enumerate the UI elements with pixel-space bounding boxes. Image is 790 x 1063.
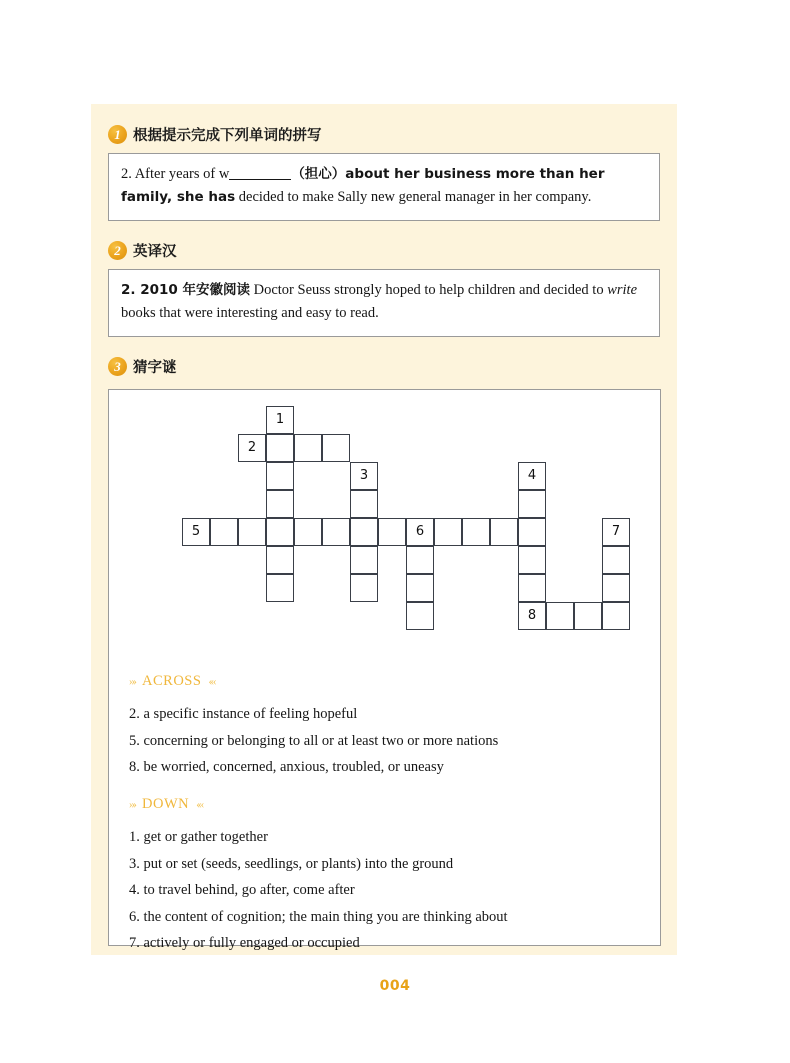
across-section — [129, 673, 498, 781]
down-clue-list — [129, 824, 508, 957]
section-3-title: 猜字谜 — [133, 359, 177, 376]
crossword-cell[interactable] — [266, 462, 294, 490]
q1-hint: （担心）about her business more than her family, she has — [121, 166, 605, 206]
crossword-cell[interactable] — [294, 434, 322, 462]
down-section — [129, 796, 508, 957]
across-clue-item: 5. concerning or belonging to all or at least two or more nations — [129, 732, 499, 749]
crossword-cell[interactable] — [266, 434, 294, 462]
crossword-cell-numbered[interactable] — [350, 462, 378, 490]
down-heading — [129, 796, 508, 813]
crossword-cell[interactable] — [350, 574, 378, 602]
section-1-title: 根据提示完成下列单词的拼写 — [133, 127, 322, 144]
crossword-cell-number: 2 — [247, 440, 257, 455]
q2-italic-word: write — [607, 282, 638, 298]
crossword-cell[interactable] — [602, 574, 630, 602]
crossword-cell[interactable] — [406, 546, 434, 574]
crossword-cell-number: 1 — [275, 412, 285, 427]
crossword-cell-number: 5 — [191, 524, 201, 539]
chevron-right-icon: »› — [129, 797, 135, 811]
section-1-heading — [108, 123, 660, 145]
crossword-cell-numbered[interactable] — [266, 406, 294, 434]
crossword-cell[interactable] — [266, 546, 294, 574]
crossword-cell-number: 7 — [611, 524, 621, 539]
crossword-cell[interactable] — [518, 574, 546, 602]
crossword-cell[interactable] — [518, 490, 546, 518]
crossword-cell-numbered[interactable] — [602, 518, 630, 546]
section-2-title: 英译汉 — [133, 243, 177, 260]
q1-line2: decided to make Sally new general manager in her company. — [238, 189, 592, 206]
section-3 — [108, 355, 660, 377]
crossword-cell[interactable] — [518, 546, 546, 574]
down-label: DOWN — [142, 796, 190, 812]
down-clue-item: 7. actively or fully engaged or occupied — [129, 935, 360, 951]
crossword-cell[interactable] — [210, 518, 238, 546]
across-label: ACROSS — [142, 673, 202, 689]
crossword-cell-numbered[interactable] — [518, 462, 546, 490]
section-badge-3: 3 — [108, 357, 127, 376]
chevron-right-icon: »› — [129, 674, 135, 688]
crossword-cell[interactable] — [294, 518, 322, 546]
crossword-cell[interactable] — [462, 518, 490, 546]
crossword-cell-number: 4 — [527, 468, 537, 483]
down-clue-item: 1. get or gather together — [129, 829, 268, 845]
across-clue-list — [129, 701, 498, 781]
crossword-cell[interactable] — [378, 518, 406, 546]
crossword-cell[interactable] — [266, 490, 294, 518]
across-heading — [129, 673, 498, 690]
crossword-cell-number: 6 — [415, 524, 425, 539]
crossword-cell[interactable] — [546, 602, 574, 630]
section-badge-2: 2 — [108, 241, 127, 260]
crossword-cell-numbered[interactable] — [238, 434, 266, 462]
crossword-cell[interactable] — [322, 518, 350, 546]
crossword-cell[interactable] — [350, 518, 378, 546]
section-2-heading — [108, 239, 660, 261]
crossword-cell[interactable] — [266, 574, 294, 602]
crossword-cell[interactable] — [350, 490, 378, 518]
crossword-cell[interactable] — [266, 518, 294, 546]
crossword-cell[interactable] — [602, 546, 630, 574]
q2-tail: books that were interesting and easy to read. — [121, 305, 379, 322]
down-clue-item: 6. the content of cognition; the main thing you are thinking about — [129, 908, 508, 925]
crossword-cell[interactable] — [490, 518, 518, 546]
section-badge-1: 1 — [108, 125, 127, 144]
crossword-cell[interactable] — [350, 546, 378, 574]
q1-prefix: 2. After years of w — [121, 166, 230, 182]
crossword-cell[interactable] — [406, 574, 434, 602]
q2-text: Doctor Seuss strongly hoped to help children and decided to — [250, 282, 608, 298]
crossword-cell-numbered[interactable] — [518, 602, 546, 630]
crossword-cell[interactable] — [322, 434, 350, 462]
down-clue-item: 3. put or set (seeds, seedlings, or plants) into the ground — [129, 855, 454, 872]
section-1 — [108, 123, 660, 221]
page-number: 004 — [379, 978, 411, 994]
across-clue-item: 2. a specific instance of feeling hopeful — [129, 706, 358, 722]
section-2 — [108, 239, 660, 337]
crossword-cell-number: 8 — [527, 608, 537, 623]
content-panel — [91, 104, 677, 955]
crossword-cell-number: 3 — [359, 468, 369, 483]
chevron-left-icon: ‹« — [208, 674, 215, 688]
chevron-left-icon: ‹« — [196, 797, 203, 811]
section-3-heading — [108, 355, 660, 377]
crossword-cell[interactable] — [518, 518, 546, 546]
crossword-cell-numbered[interactable] — [406, 518, 434, 546]
question-box-1 — [108, 153, 660, 221]
crossword-cell[interactable] — [602, 602, 630, 630]
crossword-grid — [109, 390, 662, 630]
across-clue-item: 8. be worried, concerned, anxious, troubled, or uneasy — [129, 759, 444, 775]
crossword-cell[interactable] — [406, 602, 434, 630]
crossword-cell[interactable] — [434, 518, 462, 546]
q1-blank[interactable] — [229, 179, 291, 180]
crossword-cell-numbered[interactable] — [182, 518, 210, 546]
crossword-cell[interactable] — [238, 518, 266, 546]
question-box-2 — [108, 269, 660, 337]
q2-source: 2. 2010 年安徽阅读 — [121, 282, 250, 298]
crossword-cell[interactable] — [574, 602, 602, 630]
down-clue-item: 4. to travel behind, go after, come after — [129, 882, 355, 898]
crossword-box — [108, 389, 661, 951]
